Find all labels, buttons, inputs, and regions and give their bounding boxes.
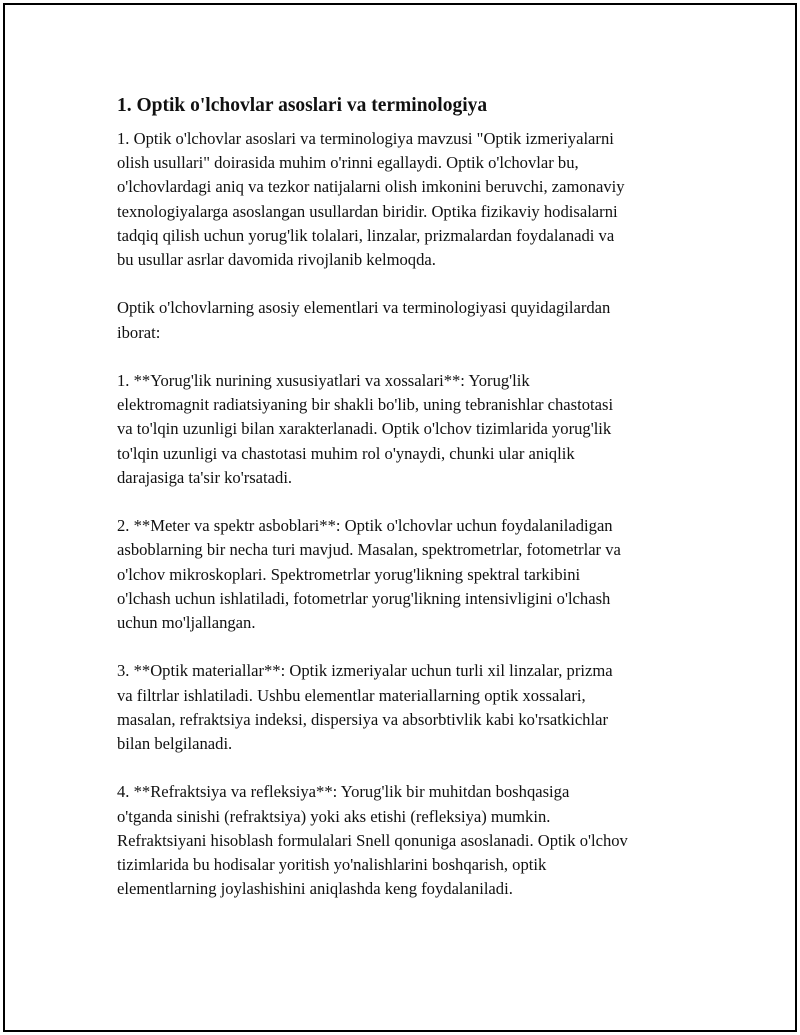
list-item-4	[117, 780, 689, 901]
text-line: 1. Optik o'lchovlar asoslari va terminologiya mavzusi "Optik izmeriyalarni	[117, 129, 614, 148]
text-line: o'tganda sinishi (refraktsiya) yoki aks etishi (refleksiya) mumkin.	[117, 806, 551, 826]
document-body	[117, 94, 689, 926]
text-line: texnologiyalarga asoslangan usullardan biridir. Optika fizikaviy hodisalarni	[117, 201, 618, 221]
text-line: tadqiq qilish uchun yorug'lik tolalari, linzalar, prizmalardan foydalanadi va	[117, 225, 615, 245]
text-line: bilan belgilanadi.	[117, 734, 233, 754]
paragraph-intro	[117, 127, 689, 272]
document-title: 1. Optik o'lchovlar asoslari va terminologiya	[117, 95, 488, 116]
text-line: to'lqin uzunligi va chastotasi muhim rol o'ynaydi, chunki ular aniqlik	[117, 443, 575, 463]
list-item-2	[117, 514, 689, 635]
text-line: va to'lqin uzunligi bilan xarakterlanadi. Optik o'lchov tizimlarida yorug'lik	[117, 419, 612, 439]
text-line: asboblarning bir necha turi mavjud. Masalan, spektrometrlar, fotometrlar va	[117, 540, 621, 560]
text-line: tizimlarida bu hodisalar yoritish yo'nalishlarini boshqarish, optik	[117, 855, 547, 875]
text-line: 2. **Meter va spektr asboblari**: Optik o'lchovlar uchun foydalaniladigan	[117, 516, 613, 536]
text-line: Optik o'lchovlarning asosiy elementlari va terminologiyasi quyidagilardan	[117, 298, 611, 318]
text-line: elementlarning joylashishini aniqlashda keng foydalaniladi.	[117, 879, 513, 899]
text-line: olish usullari" doirasida muhim o'rinni egallaydi. Optik o'lchovlar bu,	[117, 153, 579, 173]
text-line: o'lchash uchun ishlatiladi, fotometrlar yorug'likning intensivligini o'lchash	[117, 588, 611, 608]
text-line: 3. **Optik materiallar**: Optik izmeriyalar uchun turli xil linzalar, prizma	[117, 661, 613, 681]
text-line: elektromagnit radiatsiyaning bir shakli bo'lib, uning tebranishlar chastotasi	[117, 395, 614, 415]
list-item-1	[117, 369, 689, 490]
text-line: o'lchovlardagi aniq va tezkor natijalarni olish imkonini beruvchi, zamonaviy	[117, 177, 625, 197]
paragraph-elements-intro	[117, 296, 689, 344]
text-line: 1. **Yorug'lik nurining xususiyatlari va xossalari**: Yorug'lik	[117, 371, 530, 390]
text-line: o'lchov mikroskoplari. Spektrometrlar yorug'likning spektral tarkibini	[117, 564, 581, 584]
text-line: uchun mo'ljallangan.	[117, 613, 256, 633]
text-line: 4. **Refraktsiya va refleksiya**: Yorug'lik bir muhitdan boshqasiga	[117, 782, 570, 802]
text-line: Refraktsiyani hisoblash formulalari Snell qonuniga asoslanadi. Optik o'lchov	[117, 830, 628, 850]
list-item-3	[117, 659, 689, 756]
text-line: iborat:	[117, 322, 161, 342]
text-line: va filtrlar ishlatiladi. Ushbu elementlar materiallarning optik xossalari,	[117, 685, 586, 705]
text-line: masalan, refraktsiya indeksi, dispersiya va absorbtivlik kabi ko'rsatkichlar	[117, 709, 608, 729]
text-line: darajasiga ta'sir ko'rsatadi.	[117, 467, 293, 487]
text-line: bu usullar asrlar davomida rivojlanib kelmoqda.	[117, 250, 436, 270]
